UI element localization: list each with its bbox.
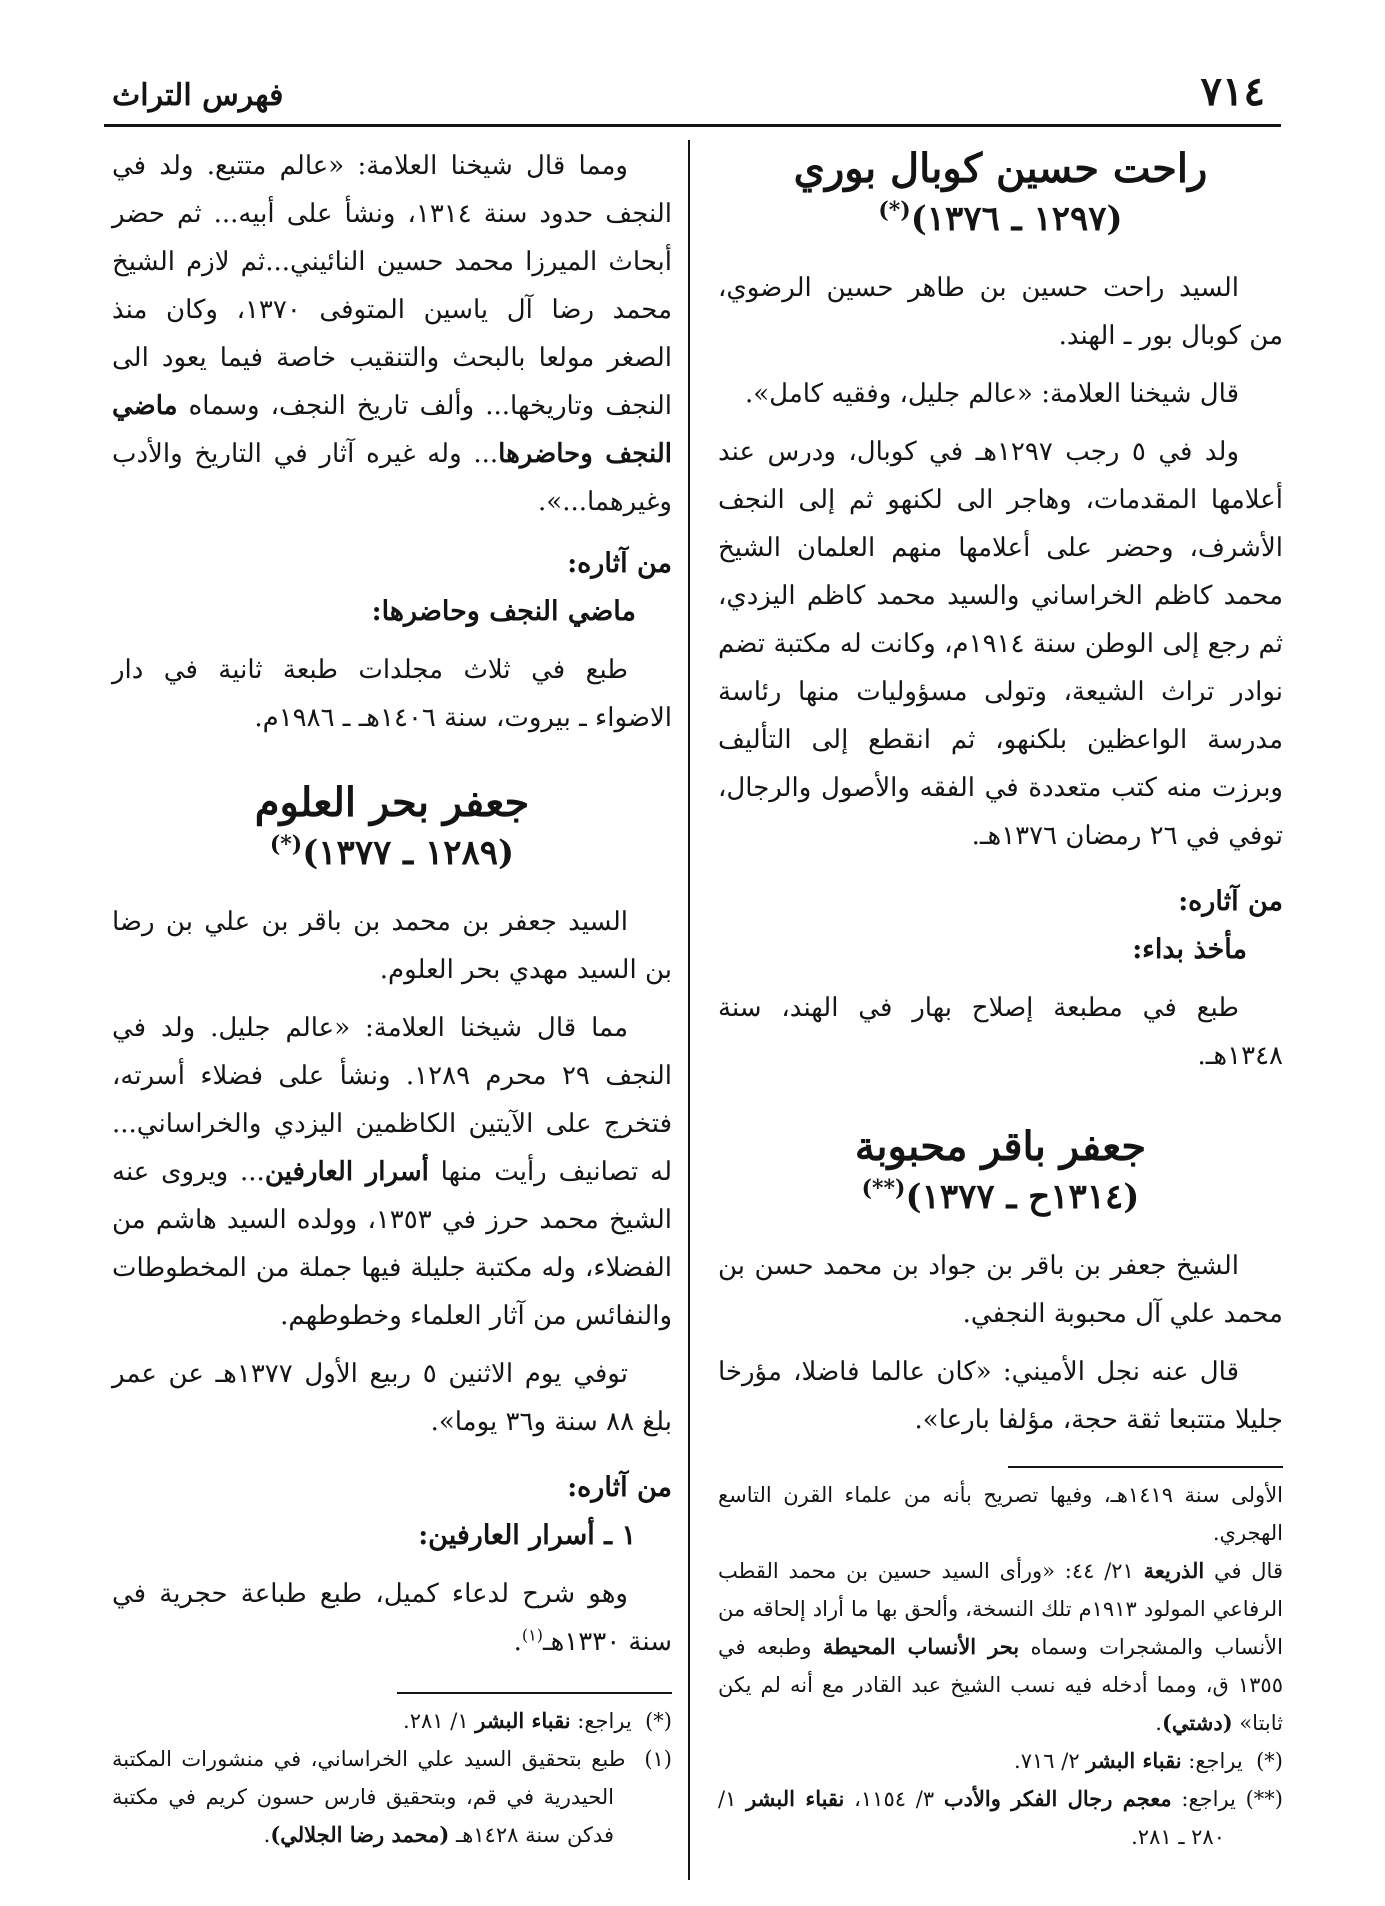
work-title: مأخذ بداء: — [1132, 934, 1247, 965]
paragraph: ولد في ٥ رجب ١٢٩٧هـ في كوبال، ودرس عند أعلامها المقدمات، وهاجر الى لكنهو ثم إلى النجف الأشرف، وحضر على أعلامها منهم العلمان الشيخ محمد كاظم الخراساني والسيد محمد كاظم اليزدي، ثم رجع إلى الوطن سنة ١٩١٤م، وكانت له مكتبة تضم نوادر تراث الشيعة، وتولى مسؤوليات منها رئاسة مدرسة الواعظين بلكنهو، ثم انقطع إلى التأليف وبرزت منه كتب متعددة في الفقه والأصول والرجال، توفي في ٢٦ رمضان ١٣٧٦هـ. — [718, 437, 1283, 851]
work-title: ١ ـ أسرار العارفين: — [418, 1520, 636, 1551]
paragraph: وهو شرح لدعاء كميل، طبع طباعة حجرية في سنة ١٣٣٠هـ$^{(١)}$. — [112, 1579, 672, 1657]
footnote-continuation: الأولى سنة ١٤١٩هـ، وفيها تصريح بأنه من علماء القرن التاسع الهجري. — [718, 1483, 1284, 1545]
paragraph: ومما قال شيخنا العلامة: «عالم متتبع. ولد في النجف حدود سنة ١٣١٤، ونشأ على أبيه... ثم حضر أبحاث الميرزا محمد حسين النائيني...ثم لازم الشيخ محمد رضا آل ياسين المتوفى ١٣٧٠، وكان منذ الصغر مولعا بالبحث والتنقيب خاصة فيما يعود الى النجف وتاريخها... وألف تاريخ النجف، وسماه ماضي النجف وحاضرها... وله غيره آثار في التاريخ والأدب وغيرهما...». — [112, 151, 673, 517]
footnote: (*) يراجع: نقباء البشر ١/ ٢٨١. — [403, 1708, 672, 1733]
footnote-marker: (*) — [269, 831, 303, 858]
paragraph: طبع في ثلاث مجلدات طبعة ثانية في دار الاضواء ـ بيروت، سنة ١٤٠٦هـ ـ ١٩٨٦م. — [112, 655, 672, 733]
footnote: (*) يراجع: نقباء البشر ٢/ ٧١٦. — [1014, 1748, 1283, 1773]
footnote-marker: (*) — [878, 197, 911, 224]
entry-dates: (١٣١٤ح ـ ١٣٧٧)(**) — [861, 1175, 1140, 1217]
header-rule — [104, 124, 1281, 127]
running-title: فهرس التراث — [112, 78, 284, 113]
page-number: ٧١٤ — [1200, 68, 1265, 115]
paragraph: السيد راحت حسين بن طاهر حسين الرضوي، من كوبال بور ـ الهند. — [718, 273, 1283, 351]
paragraph: قال شيخنا العلامة: «عالم جليل، وفقيه كامل». — [744, 379, 1239, 409]
footnote-marker: (*) — [645, 1709, 672, 1733]
footnote-marker: (١) — [644, 1747, 672, 1771]
entry-title: راحت حسين كوبال بوري — [793, 145, 1208, 192]
right-column — [718, 142, 1283, 1856]
entry-title: جعفر بحر العلوم — [254, 779, 530, 826]
footnote-rule — [397, 1692, 672, 1694]
paragraph: الشيخ جعفر بن باقر بن جواد بن محمد حسن بن محمد علي آل محبوبة النجفي. — [718, 1251, 1283, 1329]
works-heading: من آثاره: — [1178, 886, 1283, 917]
paragraph: توفي يوم الاثنين ٥ ربيع الأول ١٣٧٧هـ عن عمر بلغ ٨٨ سنة و٣٦ يوما». — [112, 1359, 672, 1437]
footnote: (**) يراجع: معجم رجال الفكر والأدب ٣/ ١١٥٤، نقباء البشر ١/ ٢٨٠ ـ ٢٨١. — [718, 1786, 1283, 1849]
footnote-continuation: قال في الذريعة ٢١/ ٤٤: «ورأى السيد حسين بن محمد القطب الرفاعي المولود ١٩١٣م تلك النسخة، وألحق بها ما أراد إلحاقه من الأنساب والمشجرات وسماه بحر الأنساب المحيطة وطبعه في ١٣٥٥ ق، ومما أدخله فيه نسب الشيخ عبد القادر مع أنه لم يكن ثابتا» (دشتي). — [718, 1558, 1283, 1735]
paragraph: السيد جعفر بن محمد بن باقر بن علي بن رضا بن السيد مهدي بحر العلوم. — [112, 907, 672, 985]
footnote-marker: (**) — [1245, 1787, 1283, 1811]
column-divider — [688, 140, 690, 1880]
paragraph: قال عنه نجل الأميني: «كان عالما فاضلا، مؤرخا جليلا متتبعا ثقة حجة، مؤلفا بارعا». — [718, 1357, 1283, 1435]
footnote-marker: (١) — [521, 1625, 543, 1645]
left-column — [112, 142, 672, 1854]
footnote-marker: (*) — [1256, 1749, 1283, 1773]
entry-dates: (١٢٩٧ ـ ١٣٧٦)(*) — [878, 197, 1123, 239]
work-title: ماضي النجف وحاضرها: — [371, 596, 636, 627]
footnote: (١) طبع بتحقيق السيد علي الخراساني، في منشورات المكتبة الحيدرية في قم، وبتحقيق فارس حسون كريم في مكتبة فدكن سنة ١٤٢٨هـ (محمد رضا الجلالي). — [112, 1747, 672, 1847]
paragraph: طبع في مطبعة إصلاح بهار في الهند، سنة ١٣٤٨هـ. — [718, 993, 1283, 1071]
works-heading: من آثاره: — [567, 548, 672, 579]
works-heading: من آثاره: — [567, 1472, 672, 1503]
footnote-rule — [1008, 1466, 1283, 1468]
entry-dates: (١٢٨٩ ـ ١٣٧٧)(*) — [269, 831, 515, 873]
footnote-marker: (**) — [861, 1175, 906, 1202]
paragraph: مما قال شيخنا العلامة: «عالم جليل. ولد في النجف ٢٩ محرم ١٢٨٩. ونشأ على فضلاء أسرته، فتخرج على الآيتين الكاظمين اليزدي والخراساني... له تصانيف رأيت منها أسرار العارفين... ويروى عنه الشيخ محمد حرز في ١٣٥٣، وولده السيد هاشم من الفضلاء، وله مكتبة جليلة فيها جملة من المخطوطات والنفائس من آثار العلماء وخطوطهم. — [112, 1013, 672, 1331]
entry-title: جعفر باقر محبوبة — [854, 1123, 1147, 1170]
